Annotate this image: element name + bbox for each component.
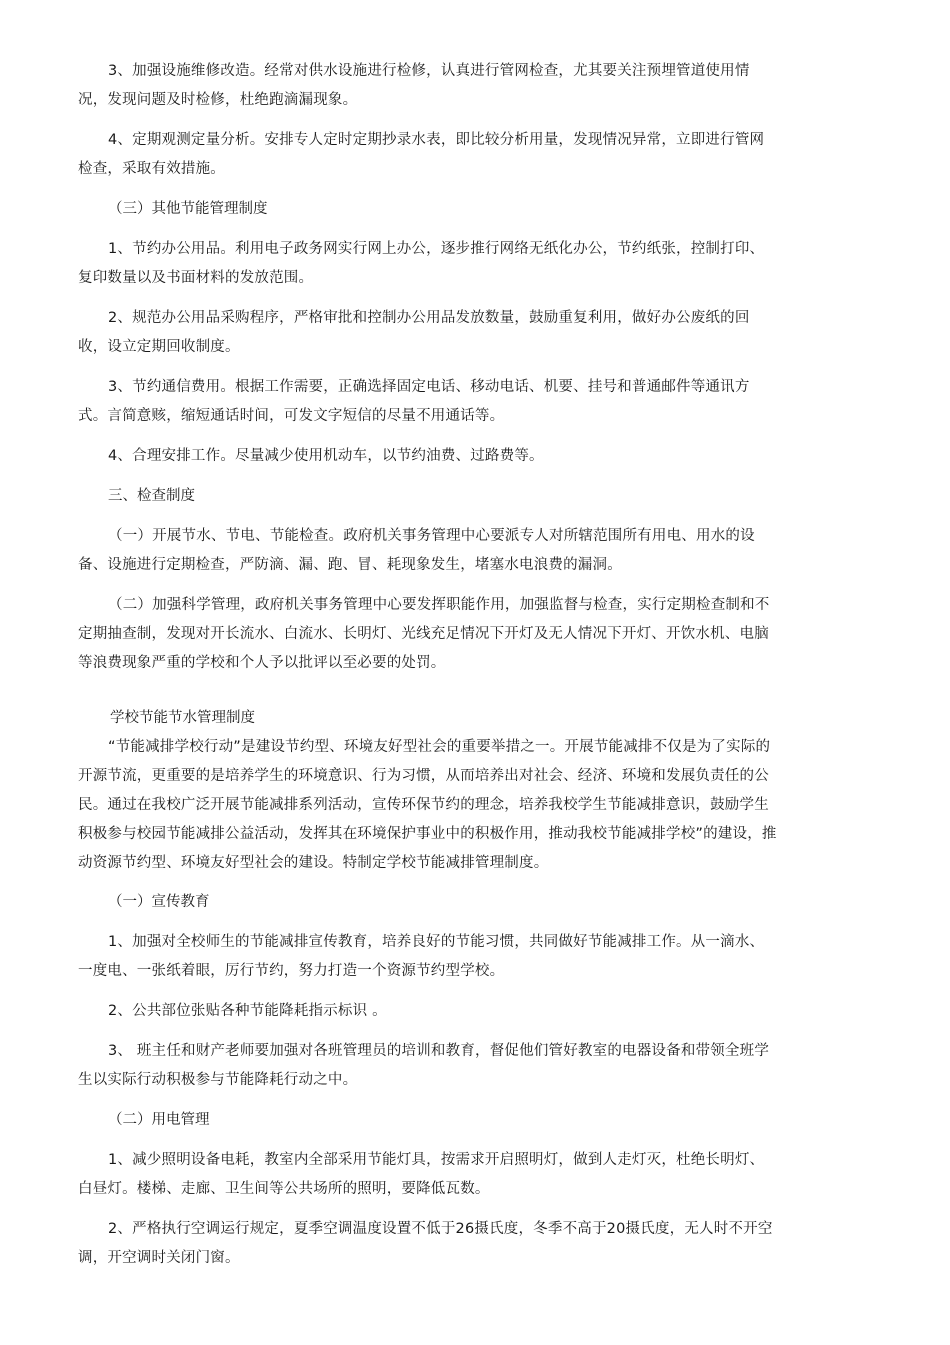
paragraph-procurement: 2、规范办公用品采购程序，严格审批和控制办公用品发放数量，鼓励重复利用，做好办公废纸的回收，设立定期回收制度。 — [78, 310, 750, 355]
section-heading-education: （一）宣传教育 — [108, 894, 210, 910]
paragraph-arrange-work: 4、合理安排工作。尽量减少使用机动车，以节约油费、过路费等。 — [108, 448, 544, 464]
paragraph-inspection-one: （一）开展节水、节电、节能检查。政府机关事务管理中心要派专人对所辖范围所有用电、用水的设备、设施进行定期检查，严防滴、漏、跑、冒、耗现象发生，堵塞水电浪费的漏洞。 — [78, 528, 755, 573]
paragraph-office-supplies: 1、节约办公用品。利用电子政务网实行网上办公，逐步推行网络无纸化办公，节约纸张，控制打印、复印数量以及书面材料的发放范围。 — [78, 241, 765, 286]
section-heading-electricity: （二）用电管理 — [108, 1112, 210, 1128]
document-title-school: 学校节能节水管理制度 — [110, 710, 255, 726]
paragraph-communication-fees: 3、节约通信费用。根据工作需要，正确选择固定电话、移动电话、机要、挂号和普通邮件等通讯方式。言简意赅，缩短通话时间，可发文字短信的尽量不用通话等。 — [78, 379, 750, 424]
paragraph-education-three: 3、 班主任和财产老师要加强对各班管理员的培训和教育，督促他们管好教室的电器设备和带领全班学生以实际行动积极参与节能降耗行动之中。 — [78, 1043, 770, 1088]
paragraph-air-conditioning: 2、严格执行空调运行规定，夏季空调温度设置不低于26摄氏度，冬季不高于20摄氏度，无人时不开空调，开空调时关闭门窗。 — [78, 1221, 773, 1266]
section-heading-other-energy: （三）其他节能管理制度 — [108, 201, 268, 217]
paragraph-education-one: 1、加强对全校师生的节能减排宣传教育，培养良好的节能习惯，共同做好节能减排工作。从一滴水、一度电、一张纸着眼，厉行节约，努力打造一个资源节约型学校。 — [78, 934, 765, 979]
paragraph-facility-maintenance: 3、加强设施维修改造。经常对供水设施进行检修，认真进行管网检查，尤其要关注预埋管道使用情况，发现问题及时检修，杜绝跑滴漏现象。 — [78, 63, 750, 108]
paragraph-school-intro: “节能减排学校行动”是建设节约型、环境友好型社会的重要举措之一。开展节能减排不仅是为了实际的开源节流，更重要的是培养学生的环境意识、行为习惯，从而培养出对社会、经济、环境和发展负责任的公民。通过在我校广泛开展节能减排系列活动，宣传环保节约的理念，培养我校学生节能减排意识，鼓励学生积极参与校园节能减排公益活动，发挥其在环境保护事业中的积极作用，推动我校节能减排学校”的建设，推动资源节约型、环境友好型社会的建设。特制定学校节能减排管理制度。 — [78, 739, 777, 871]
paragraph-education-two: 2、公共部位张贴各种节能降耗指示标识 。 — [108, 1003, 387, 1019]
paragraph-meter-reading: 4、定期观测定量分析。安排专人定时定期抄录水表，即比较分析用量，发现情况异常，立即进行管网检查，采取有效措施。 — [78, 132, 765, 177]
section-heading-inspection: 三、检查制度 — [108, 488, 195, 504]
paragraph-inspection-two: （二）加强科学管理，政府机关事务管理中心要发挥职能作用，加强监督与检查，实行定期检查制和不定期抽查制，发现对开长流水、白流水、长明灯、光线充足情况下开灯及无人情况下开灯、开饮水机、电脑等浪费现象严重的学校和个人予以批评以至必要的处罚。 — [78, 597, 770, 671]
paragraph-lighting: 1、减少照明设备电耗，教室内全部采用节能灯具，按需求开启照明灯，做到人走灯灭，杜绝长明灯、白昼灯。楼梯、走廊、卫生间等公共场所的照明，要降低瓦数。 — [78, 1152, 765, 1197]
